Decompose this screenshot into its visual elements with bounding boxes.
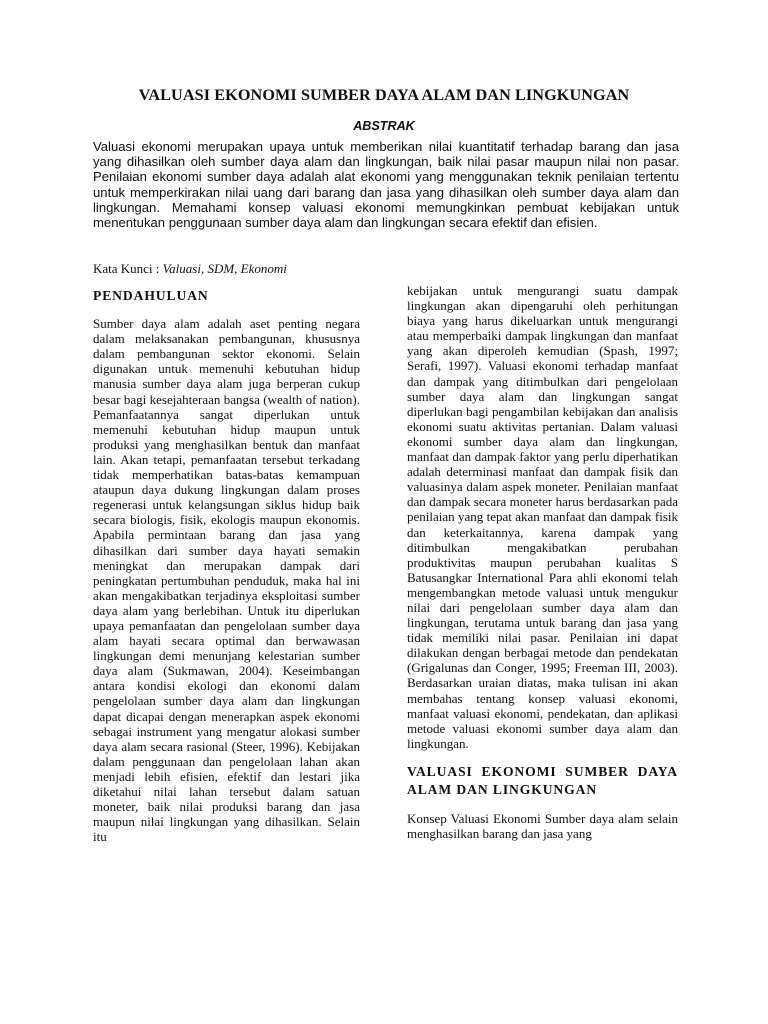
- right-column: [407, 283, 678, 841]
- abstract-heading: ABSTRAK: [353, 119, 415, 133]
- keywords-line: [93, 261, 287, 277]
- pendahuluan-text-right: kebijakan untuk mengurangi suatu dampak lingkungan akan dipengaruhi oleh perhitungan biaya yang harus dikeluarkan untuk mengurangi atau memperbaiki dampak lingkungan dan manfaat yang akan diperoleh kemudian (Spash, 1997; Serafi, 1997). Valuasi ekonomi terhadap manfaat dan dampak yang ditimbulkan dari pengelolaan sumber daya alam dan lingkungan sangat diperlukan bagi pengambilan kebijakan dan analisis ekonomi suatu aktivitas pertanian. Dalam valuasi ekonomi sumber daya alam dan lingkungan, manfaat dan dampak faktor yang perlu diperhatikan adalah determinasi manfaat dan dampak fisik dan valuasinya dalam aspek moneter. Penilaian manfaat dan dampak secara moneter harus berdasarkan pada penilaian yang tepat akan manfaat dan dampak fisik dan keterkaitannya, karena dampak yang ditimbulkan mengakibatkan perubahan produktivitas maupun perubahan kualitas S Batusangkar International Para ahli ekonomi telah mengembangkan metode valuasi untuk mengukur nilai dari pengelolaan sumber daya alam dan lingkungan, terutama untuk barang dan jasa yang tidak memiliki nilai pasar. Penilaian ini dapat dilakukan dengan berbagai metode dan pendekatan (Grigalunas dan Conger, 1995; Freeman III, 2003). Berdasarkan uraian diatas, maka tulisan ini akan membahas tentang konsep valuasi ekonomi, manfaat valuasi ekonomi, pendekatan, dan aplikasi metode valuasi ekonomi sumber daya alam dan lingkungan.: [407, 283, 678, 751]
- paper-title: VALUASI EKONOMI SUMBER DAYA ALAM DAN LINGKUNGAN: [138, 86, 630, 104]
- abstract-text: Valuasi ekonomi merupakan upaya untuk memberikan nilai kuantitatif terhadap barang dan jasa yang dihasilkan oleh sumber daya alam dan lingkungan, baik nilai pasar maupun nilai non pasar. Penilaian ekonomi sumber daya adalah alat ekonomi yang menggunakan teknik penilaian tertentu untuk memperkirakan nilai uang dari barang dan jasa yang dihasilkan oleh sumber daya alam dan lingkungan. Memahami konsep valuasi ekonomi memungkinkan pembuat kebijakan untuk menentukan penggunaan sumber daya alam dan lingkungan secara efektif dan efisien.: [93, 139, 679, 231]
- pendahuluan-text-left: Sumber daya alam adalah aset penting negara dalam melaksanakan pembangunan, khususnya dalam pembangunan sektor ekonomi. Selain digunakan untuk memenuhi kebutuhan hidup manusia sumber daya alam juga berperan cukup besar bagi kesejahteraan bangsa (wealth of nation). Pemanfaatannya sangat diperlukan untuk memenuhi kebutuhan hidup maupun untuk produksi yang menghasilkan bentuk dan manfaat lain. Akan tetapi, pemanfaatan tersebut terkadang tidak memperhatikan batas-batas kemampuan ataupun daya dukung lingkungan dalam proses regenerasi untuk kelangsungan siklus hidup baik secara biologis, fisik, ekologis maupun ekonomis. Apabila permintaan barang dan jasa yang dihasilkan dari sumber daya hayati semakin meningkat dan merupakan dampak dari peningkatan pertumbuhan penduduk, maka hal ini akan mengakibatkan terjadinya eksploitasi sumber daya alam yang berlebihan. Untuk itu diperlukan upaya pemanfaatan dan pengelolaan sumber daya alam hayati secara optimal dan berwawasan lingkungan demi menunjang kelestarian sumber daya alam (Sukmawan, 2004). Keseimbangan antara kondisi ekologi dan ekonomi dalam pengelolaan sumber daya alam dan lingkungan dapat dicapai dengan menerapkan aspek ekonomi sebagai instrument yang mengatur alokasi sumber daya alam secara rasional (Steer, 1996). Kebijakan dalam penggunaan dan pengelolaan lahan akan menjadi lebih efisien, efektif dan lestari jika diketahui nilai lahan tersebut dalam satuan moneter, baik nilai produksi barang dan jasa maupun nilai lingkungan yang dihasilkan. Selain itu: [93, 316, 360, 845]
- left-column: [93, 283, 360, 844]
- section-heading-valuasi: VALUASI EKONOMI SUMBER DAYA ALAM DAN LINGKUNGAN: [407, 763, 678, 797]
- keywords-values: Valuasi, SDM, Ekonomi: [162, 261, 287, 276]
- section-heading-pendahuluan: PENDAHULUAN: [93, 288, 209, 303]
- keywords-label: Kata Kunci :: [93, 261, 160, 276]
- valuasi-text: Konsep Valuasi Ekonomi Sumber daya alam selain menghasilkan barang dan jasa yang: [407, 810, 678, 841]
